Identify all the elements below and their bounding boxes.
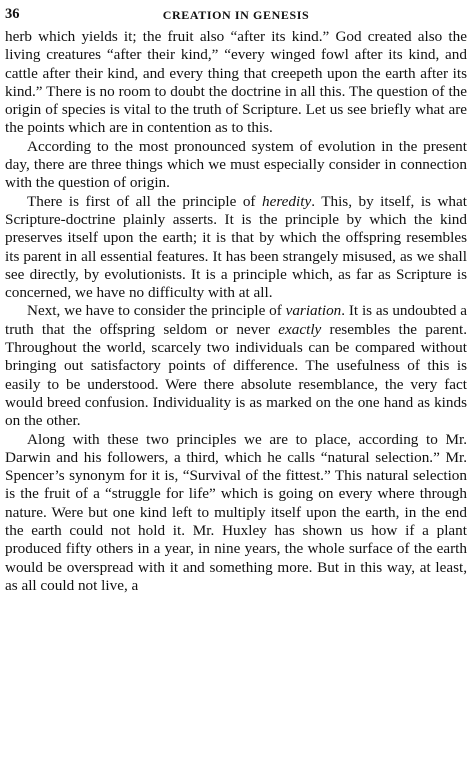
paragraph-text: There is first of all the principle of [27, 192, 262, 210]
page-number: 36 [5, 6, 20, 22]
italic-term: exactly [278, 320, 322, 338]
paragraph [5, 28, 467, 138]
paragraph [5, 302, 467, 430]
paragraph [5, 431, 467, 596]
paragraph [5, 193, 467, 303]
paragraph-text: . This, by itself, is what Scripture-doctrine plainly asserts. It is the principle by which the kind preserves itself upon the earth; it is that by which the offspring resembles its parent in all essential features. It has been strangely misused, as we shall see directly, by evolutionists. It is a principle which, as far as Scripture is concerned, we have no difficulty with at all. [5, 192, 467, 302]
paragraph-text: Along with these two principles we are to place, according to Mr. Darwin and his followers, a third, which he calls “natural selection.” Mr. Spencer’s synonym for it is, “Survival of the fittest.” This natural selection is the fruit of a “struggle for life” which is going on every where through nature. Were but one kind left to multiply itself upon the earth, in the end the earth could not hold it. Mr. Huxley has shown us how if a plant produced fifty others in a year, in nine years, the whole surface of the earth would be overspread with it and something more. But in this way, at least, as all could not live, a [5, 430, 467, 594]
italic-term: heredity [261, 192, 312, 210]
italic-term: variation [285, 302, 342, 320]
paragraph [5, 138, 467, 193]
paragraph-text: herb which yields it; the fruit also “after its kind.” God created also the living creatures “after their kind,” “every winged fowl after its kind, and cattle after their kind, and every thing that creepeth upon the earth after its kind.” There is no room to doubt the doctrine in all this. The question of the origin of species is vital to the truth of Scripture. Let us see briefly what are the points which are in contention as to this. [5, 28, 467, 137]
page-header [0, 4, 472, 24]
paragraph-text: Next, we have to consider the principle of [27, 302, 286, 320]
running-head: CREATION IN GENESIS [162, 8, 310, 22]
body-text [5, 28, 467, 595]
paragraph-text: . It is as undoubted a truth that the offspring seldom or never [5, 302, 467, 338]
paragraph-text: According to the most pronounced system of evolution in the present day, there are three things which we must especially consider in connection with the question of origin. [5, 137, 467, 192]
paragraph-text: resembles the parent. Throughout the world, scarcely two individuals can be compared without bringing out satisfactory points of difference. The usefulness of this is easily to be understood. Were there absolute resemblance, the very fact would breed confusion. Individuality is as marked on the one hand as kinds on the other. [5, 320, 467, 430]
